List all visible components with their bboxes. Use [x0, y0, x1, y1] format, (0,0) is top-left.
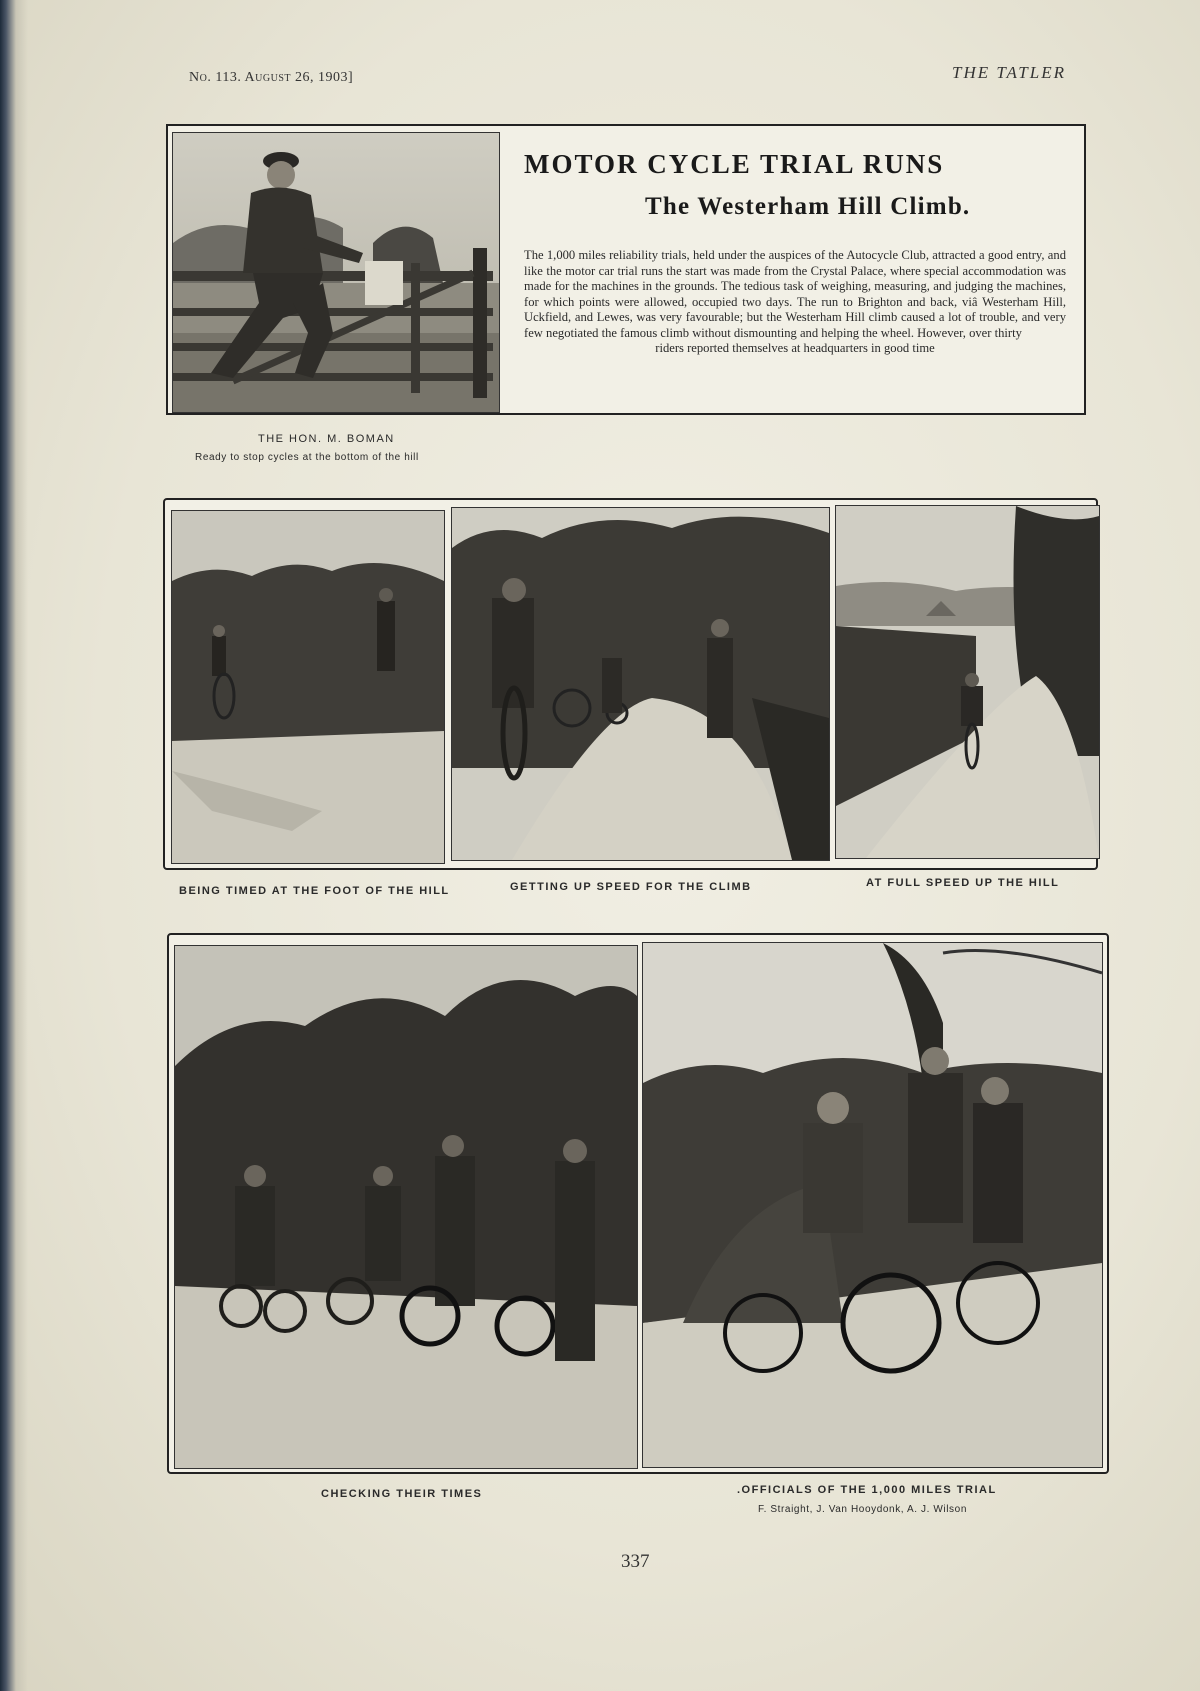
photo-officials-trial-image	[643, 943, 1102, 1467]
photo-officials-trial	[642, 942, 1103, 1468]
photo-getting-up-speed-image	[452, 508, 829, 860]
article-body-last-line: riders reported themselves at headquarters in good time	[655, 341, 935, 355]
caption-boman-title: THE HON. M. BOMAN	[258, 433, 395, 445]
photo-full-speed	[835, 505, 1100, 859]
photo-checking-times-image	[175, 946, 637, 1468]
photo-getting-up-speed	[451, 507, 830, 861]
article-body	[524, 248, 1066, 357]
article-body-paragraph: The 1,000 miles reliability trials, held under the auspices of the Autocycle Club, attracted a good entry, and like the motor car trial runs the start was made from the Crystal Palace, where special accommodation was made for the machines in the grounds. The tedious task of weighing, measuring, and judging the machines, for which points were allowed, occupied two days. The run to Brighton and back, viâ Westerham Hill, Uckfield, and Lewes, was very favourable; but the Westerham Hill climb caused a lot of trouble, and very few negotiated the famous climb without dismounting and helping the wheel. However, over thirty	[524, 248, 1066, 340]
photo-full-speed-image	[836, 506, 1099, 858]
caption-boman-sub: Ready to stop cycles at the bottom of the hill	[195, 452, 419, 463]
caption-being-timed: BEING TIMED AT THE FOOT OF THE HILL	[179, 885, 450, 897]
caption-full-speed: AT FULL SPEED UP THE HILL	[866, 877, 1060, 889]
publication-header: THE TATLER	[952, 63, 1066, 82]
article-subtitle: The Westerham Hill Climb.	[645, 193, 971, 220]
photo-being-timed-image	[172, 511, 444, 863]
page-number: 337	[621, 1551, 650, 1572]
photo-checking-times	[174, 945, 638, 1469]
caption-officials-title: .OFFICIALS OF THE 1,000 MILES TRIAL	[737, 1484, 997, 1496]
article-title: MOTOR CYCLE TRIAL RUNS	[524, 149, 945, 179]
photo-being-timed	[171, 510, 445, 864]
photo-boman-on-gate	[172, 132, 500, 413]
issue-header: No. 113. August 26, 1903]	[189, 70, 354, 85]
caption-checking-times: CHECKING THEIR TIMES	[321, 1488, 483, 1500]
page-spine-edge	[0, 0, 28, 1691]
photo-boman-image	[173, 133, 499, 412]
caption-officials-names: F. Straight, J. Van Hooydonk, A. J. Wilson	[758, 1504, 967, 1515]
caption-getting-up-speed: GETTING UP SPEED FOR THE CLIMB	[510, 881, 752, 893]
